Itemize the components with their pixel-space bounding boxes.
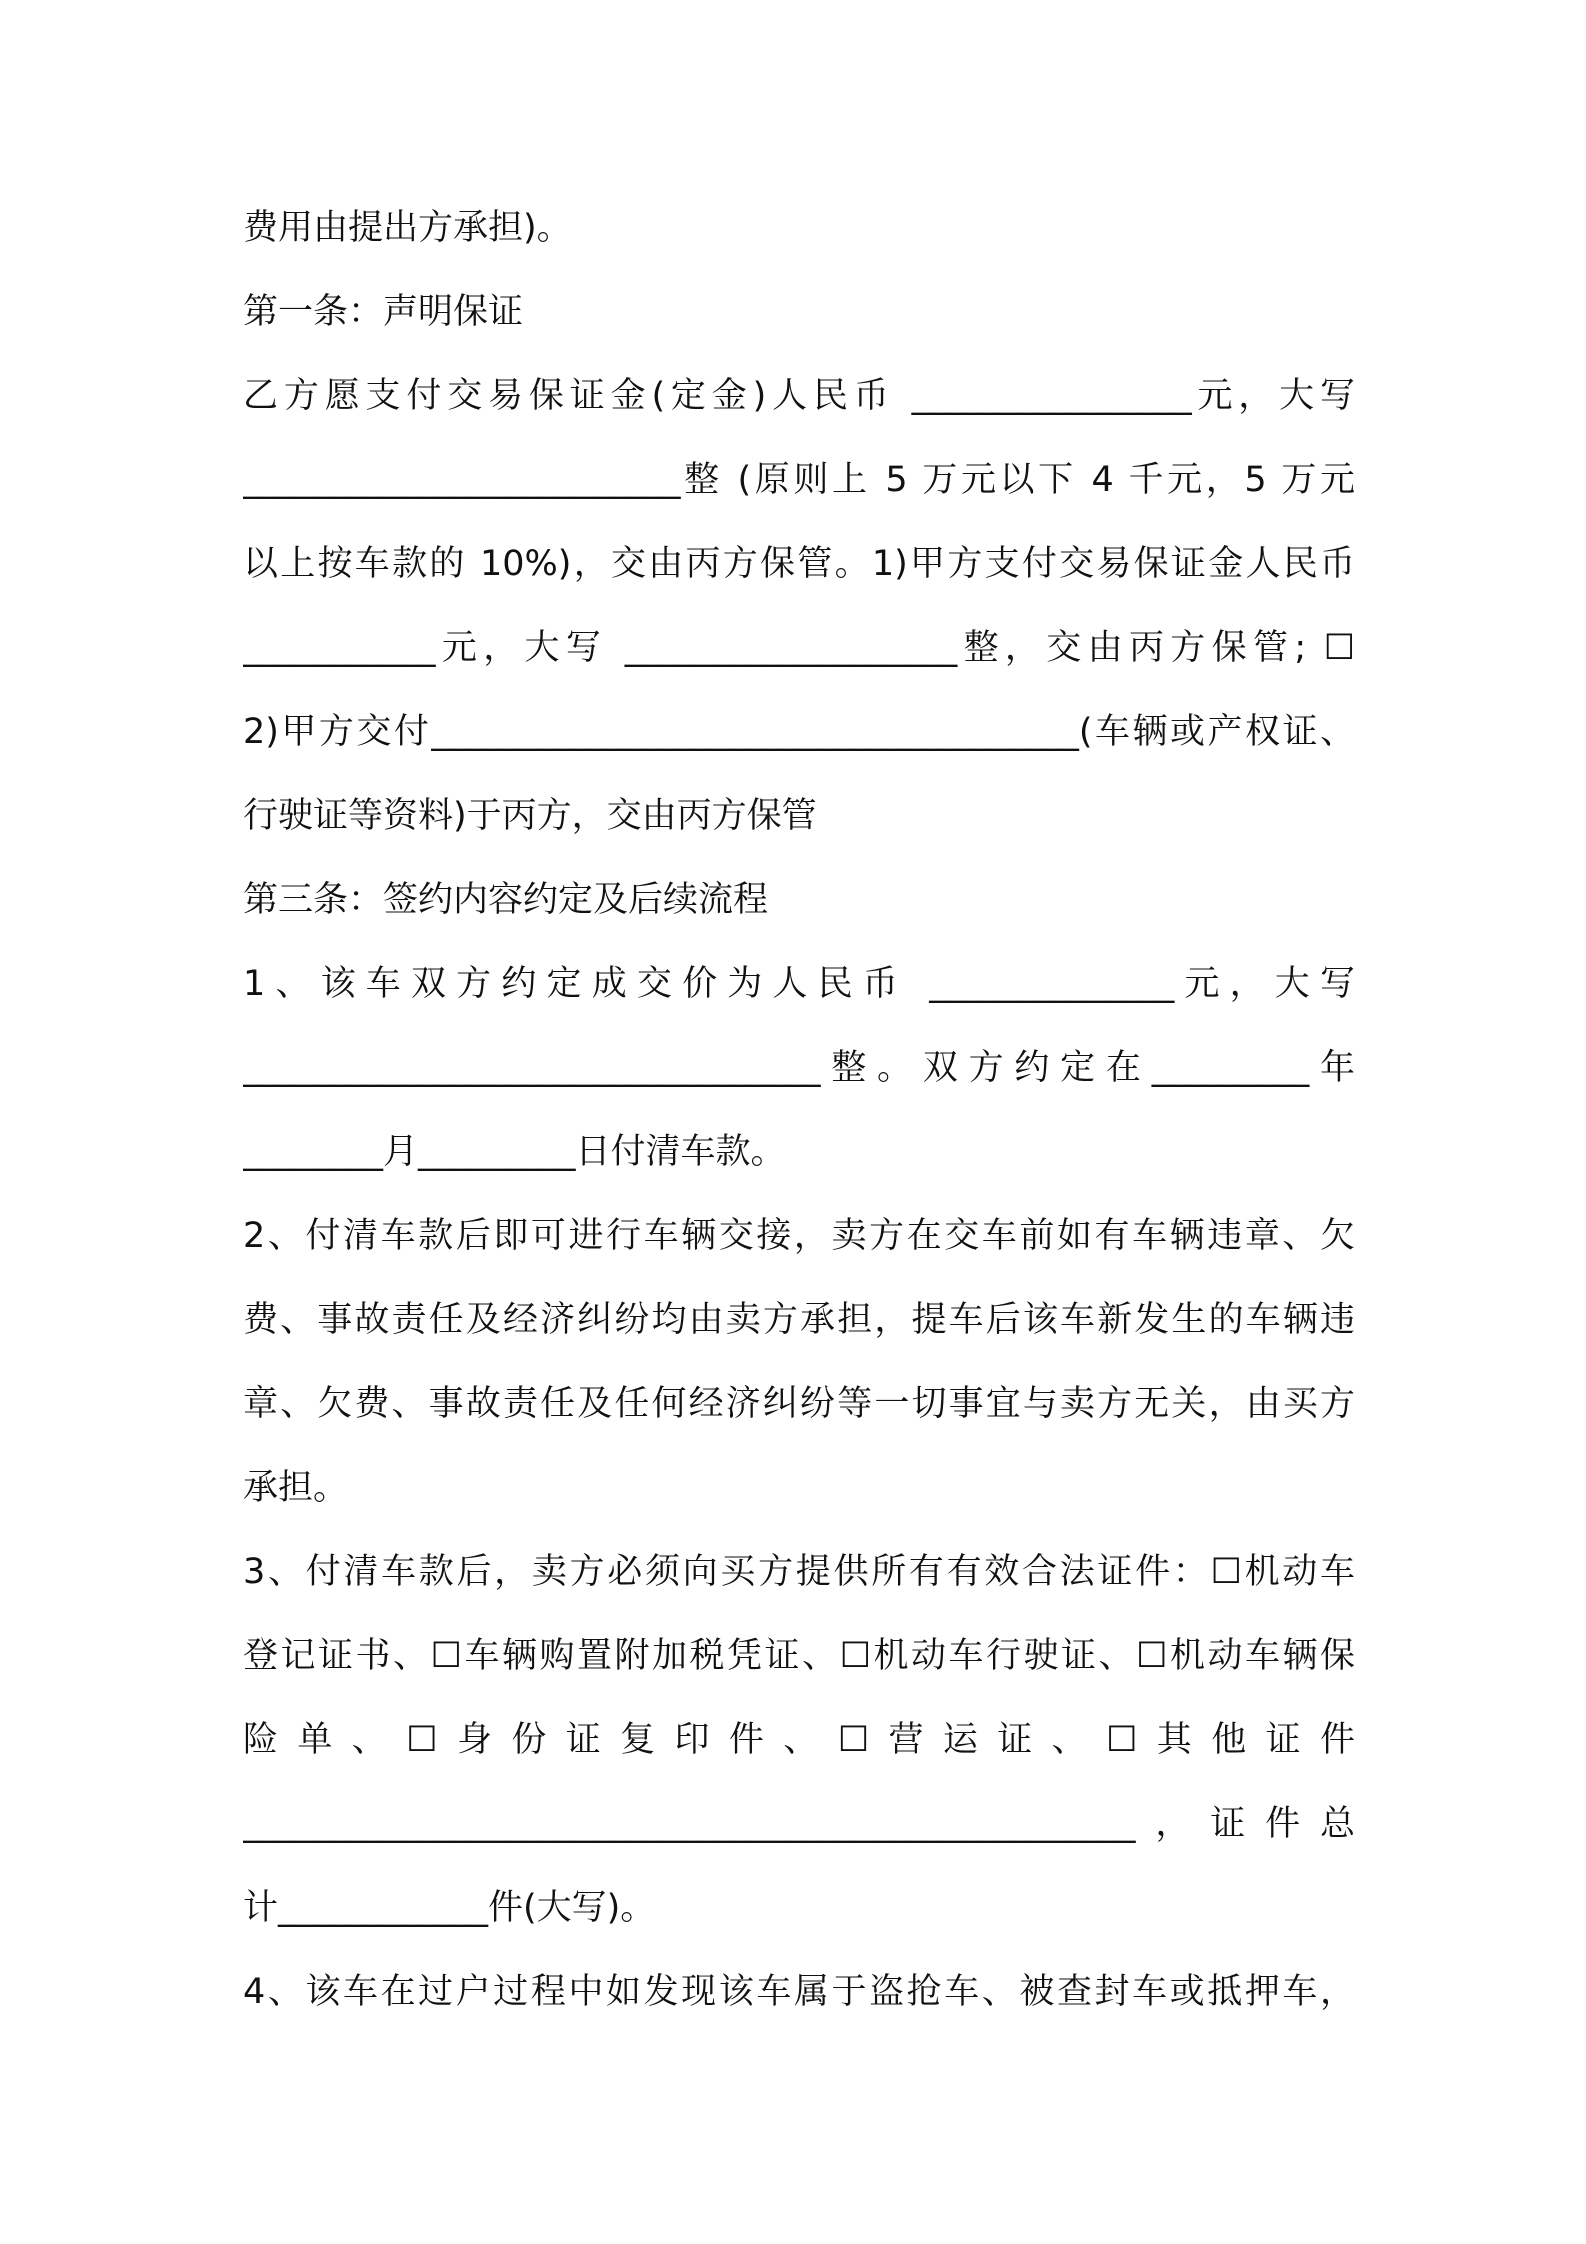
text-line: 费、事故责任及经济纠纷均由卖方承担，提车后该车新发生的车辆违 <box>243 1300 1355 1340</box>
text-line: 登记证书、☐车辆购置附加税凭证、☐机动车行驶证、☐机动车辆保 <box>243 1636 1355 1676</box>
text-line: 承担。 <box>243 1468 349 1508</box>
text-line: _________________________整 (原则上 5 万元以下 4 千元，5 万元 <box>243 460 1355 500</box>
text-line: 1、该车双方约定成交价为人民币 ______________元，大写 <box>243 964 1355 1004</box>
text-line: 2)甲方交付_____________________________________(车辆或产权证、 <box>243 712 1355 752</box>
text-line: _________________________________整。双方约定在_________年 <box>243 1048 1355 1088</box>
text-line: ________月_________日付清车款。 <box>243 1132 786 1172</box>
text-line: 章、欠费、事故责任及任何经济纠纷等一切事宜与卖方无关，由买方 <box>243 1384 1355 1424</box>
section-heading: 第一条：声明保证 <box>243 292 524 332</box>
section-heading: 第三条：签约内容约定及后续流程 <box>243 880 769 920</box>
text-line: ___________元，大写 ___________________整，交由丙方保管; ☐ <box>243 628 1355 668</box>
text-line: 3、付清车款后，卖方必须向买方提供所有有效合法证件：☐机动车 <box>243 1552 1355 1592</box>
text-line: 2、付清车款后即可进行车辆交接，卖方在交车前如有车辆违章、欠 <box>243 1216 1355 1256</box>
text-line: 计____________件(大写)。 <box>243 1888 656 1928</box>
text-line: 险单、☐身份证复印件、☐营运证、☐其他证件 <box>243 1720 1355 1760</box>
text-line: 行驶证等资料)于丙方，交由丙方保管 <box>243 796 817 836</box>
text-line: 以上按车款的 10%)，交由丙方保管。1)甲方支付交易保证金人民币 <box>243 544 1355 584</box>
text-line: 费用由提出方承担)。 <box>243 208 572 248</box>
text-line: 乙方愿支付交易保证金(定金)人民币 ________________元，大写 <box>243 376 1355 416</box>
text-line: ___________________________________________________，证件总 <box>243 1804 1355 1844</box>
text-line: 4、该车在过户过程中如发现该车属于盗抢车、被查封车或抵押车， <box>243 1972 1355 2012</box>
